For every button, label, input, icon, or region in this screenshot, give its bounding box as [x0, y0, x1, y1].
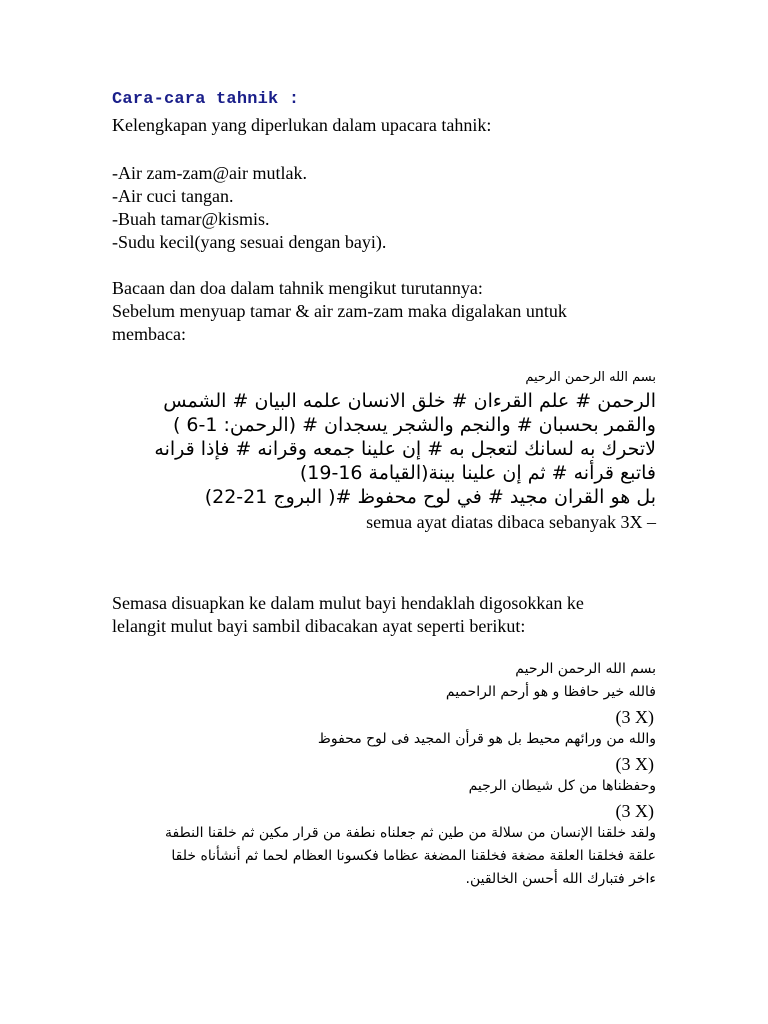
list-item: -Sudu kecil(yang sesuai dengan bayi). [112, 232, 387, 252]
document-heading: Cara-cara tahnik : [112, 90, 300, 109]
arabic-verse-line: وحفظناها من كل شيطان الرجيم [468, 778, 656, 794]
repeat-count: (3 X) [615, 754, 654, 774]
arabic-verse-line: فاتبع قرأنه # ثم إن علينا بينة(القيامة 16-19) [299, 462, 656, 484]
arabic-verse-line: لاتحرك به لسانك لتعجل به # إن علينا جمعه وقرانه # فإذا قرانه [154, 438, 656, 460]
list-item: -Buah tamar@kismis. [112, 209, 270, 229]
list-item: -Air zam-zam@air mutlak. [112, 163, 307, 183]
arabic-verse-line: والقمر بحسبان # والنجم والشجر يسجدان # (الرحمن: 1-6 ) [172, 414, 656, 436]
arabic-verse-line: والله من ورائهم محيط بل هو قرأن المجيد فى لوح محفوظ [317, 731, 656, 747]
repeat-count: (3 X) [615, 801, 654, 821]
bismillah: بسم الله الرحمن الرحيم [515, 661, 656, 677]
repeat-count: (3 X) [615, 707, 654, 727]
arabic-verse-line: علقة فخلقنا العلقة مضغة فخلقنا المضغة عظاما فكسونا العظام لحما ثم أنشأناه خلقا [171, 848, 656, 864]
repeat-note: semua ayat diatas dibaca sebanyak 3X – [366, 512, 656, 532]
arabic-verse-line: الرحمن # علم القرءان # خلق الانسان علمه البيان # الشمس [163, 390, 656, 412]
arabic-verse-line: ولقد خلقنا الإنسان من سلالة من طين ثم جعلناه نطفة من قرار مكين ثم خلقنا النطفة [165, 825, 656, 841]
paragraph: Semasa disuapkan ke dalam mulut bayi hendaklah digosokkan ke [112, 593, 584, 613]
paragraph: Bacaan dan doa dalam tahnik mengikut turutannya: [112, 278, 483, 298]
paragraph: Sebelum menyuap tamar & air zam-zam maka digalakan untuk [112, 301, 567, 321]
list-item: -Air cuci tangan. [112, 186, 234, 206]
paragraph: membaca: [112, 324, 186, 344]
intro-text: Kelengkapan yang diperlukan dalam upacara tahnik: [112, 115, 492, 135]
arabic-verse-line: فالله خير حافظا و هو أرحم الراحميم [445, 684, 656, 700]
arabic-verse-line: ءاخر فتبارك الله أحسن الخالقين. [465, 871, 656, 887]
bismillah: بسم الله الرحمن الرحيم [525, 370, 656, 385]
paragraph: lelangit mulut bayi sambil dibacakan ayat seperti berikut: [112, 616, 526, 636]
arabic-verse-line: بل هو القران مجيد # في لوح محفوظ #( البروج 21-22) [204, 486, 656, 508]
